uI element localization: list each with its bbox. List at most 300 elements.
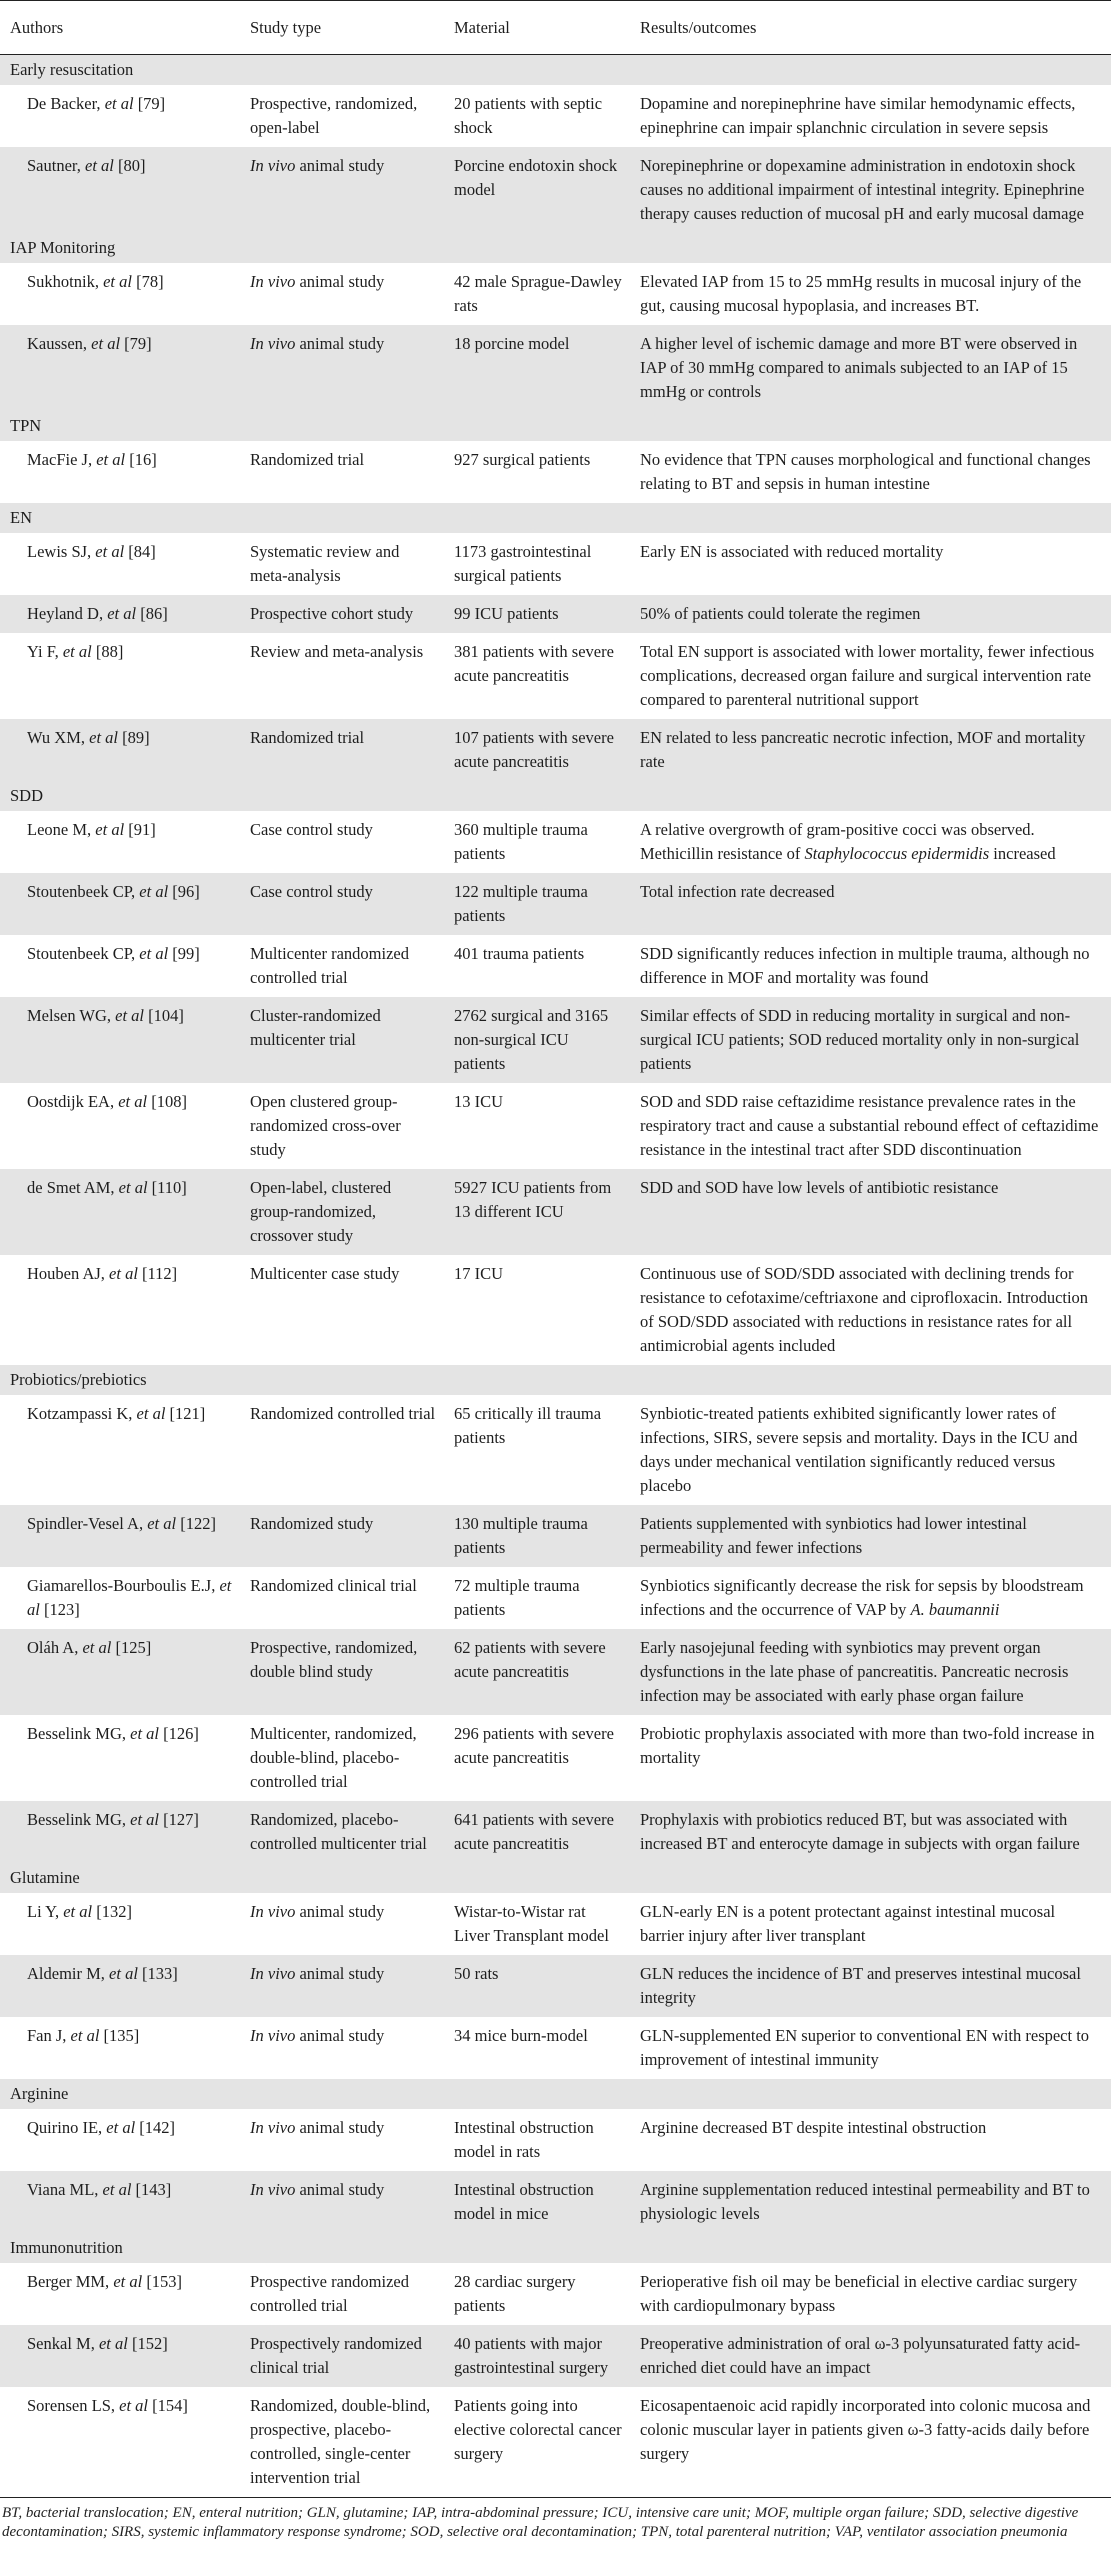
author-reference: [99] bbox=[168, 944, 200, 963]
cell-result bbox=[630, 997, 1111, 1083]
cell-study-type bbox=[240, 595, 444, 633]
result-text: GLN reduces the incidence of BT and preserves intestinal mucosal integrity bbox=[640, 1964, 1081, 2007]
study-type-text: animal study bbox=[295, 156, 385, 175]
cell-study-type bbox=[240, 997, 444, 1083]
author-name: Sorensen LS, bbox=[27, 2396, 120, 2415]
cell-study-type bbox=[240, 533, 444, 595]
table-row bbox=[0, 1169, 1111, 1255]
table-row bbox=[0, 441, 1111, 503]
table-row bbox=[0, 873, 1111, 935]
cell-author bbox=[0, 719, 240, 781]
cell-result bbox=[630, 633, 1111, 719]
cell-material: 360 multiple trauma patients bbox=[454, 820, 588, 863]
section-header-row bbox=[0, 233, 1111, 263]
author-et-al: et al bbox=[98, 2334, 128, 2353]
cell-author bbox=[0, 85, 240, 147]
cell-material: 401 trauma patients bbox=[454, 944, 585, 963]
section-header-row bbox=[0, 2233, 1111, 2263]
cell-material: 34 mice burn-model bbox=[454, 2026, 588, 2045]
cell-author bbox=[0, 1629, 240, 1715]
author-name: Sukhotnik, bbox=[27, 272, 104, 291]
cell-result bbox=[630, 1955, 1111, 2017]
cell-material: 5927 ICU patients from 13 different ICU bbox=[444, 1169, 630, 1255]
cell-material: 17 ICU bbox=[454, 1264, 504, 1283]
result-text: Norepinephrine or dopexamine administration in endotoxin shock causes no additional impairment of intestinal integrity. Epinephrine therapy causes reduction of mucosal pH and early mucosal damage bbox=[640, 156, 1085, 223]
result-text: SDD significantly reduces infection in multiple trauma, although no difference in MOF and mortality was found bbox=[640, 944, 1090, 987]
table-row bbox=[0, 2325, 1111, 2387]
author-reference: [108] bbox=[147, 1092, 187, 1111]
cell-result bbox=[630, 2263, 1111, 2325]
study-type-text: Case control study bbox=[250, 820, 373, 839]
cell-material: 50 rats bbox=[444, 1955, 630, 2017]
section-title: Immunonutrition bbox=[0, 2233, 1111, 2263]
author-name: Kaussen, bbox=[27, 334, 92, 353]
cell-material: 40 patients with major gastrointestinal surgery bbox=[444, 2325, 630, 2387]
study-type-text: Prospectively randomized clinical trial bbox=[250, 2334, 422, 2377]
cell-author bbox=[0, 997, 240, 1083]
cell-author bbox=[0, 147, 240, 233]
author-et-al: et al bbox=[27, 1576, 232, 1619]
study-type-text: Multicenter, randomized, double-blind, placebo-controlled trial bbox=[250, 1724, 417, 1791]
study-type-text: Randomized clinical trial bbox=[250, 1576, 417, 1595]
author-name: Melsen WG, bbox=[27, 1006, 116, 1025]
cell-author bbox=[0, 595, 240, 633]
table-header-row bbox=[0, 1, 1111, 55]
author-et-al: et al bbox=[147, 1514, 177, 1533]
result-text: Arginine supplementation reduced intestinal permeability and BT to physiologic levels bbox=[640, 2180, 1090, 2223]
author-et-al: et al bbox=[63, 1902, 93, 1921]
cell-study-type bbox=[240, 1083, 444, 1169]
cell-material: Intestinal obstruction model in mice bbox=[444, 2171, 630, 2233]
cell-material: 130 multiple trauma patients bbox=[444, 1505, 630, 1567]
table-row bbox=[0, 633, 1111, 719]
cell-study-type bbox=[240, 2325, 444, 2387]
cell-result bbox=[630, 1893, 1111, 1955]
author-name: Aldemir M, bbox=[27, 1964, 110, 1983]
study-type-text: Multicenter randomized controlled trial bbox=[250, 944, 409, 987]
cell-material: 122 multiple trauma patients bbox=[444, 873, 630, 935]
study-type-italic: In vivo bbox=[250, 156, 296, 175]
author-reference: [133] bbox=[137, 1964, 178, 1983]
author-reference: [86] bbox=[136, 604, 168, 623]
cell-result bbox=[630, 441, 1111, 503]
author-et-al: et al bbox=[91, 334, 121, 353]
cell-result bbox=[630, 1255, 1111, 1365]
cell-result bbox=[630, 873, 1111, 935]
cell-result bbox=[630, 1083, 1111, 1169]
study-type-text: Review and meta-analysis bbox=[250, 642, 424, 661]
section-header-row bbox=[0, 2079, 1111, 2109]
table-row bbox=[0, 1567, 1111, 1629]
author-et-al: et al bbox=[106, 2118, 136, 2137]
author-et-al: et al bbox=[130, 1810, 159, 1829]
cell-material: 296 patients with severe acute pancreatitis bbox=[454, 1724, 614, 1767]
author-reference: [126] bbox=[159, 1724, 199, 1743]
study-type-text: Systematic review and meta-analysis bbox=[250, 542, 400, 585]
study-type-text: Prospective randomized controlled trial bbox=[250, 2272, 409, 2315]
result-text: Eicosapentaenoic acid rapidly incorporated into colonic mucosa and colonic muscular layer in patients given ω-3 fatty-acids daily before surgery bbox=[640, 2396, 1091, 2463]
cell-author bbox=[0, 2109, 240, 2171]
table-row bbox=[0, 2387, 1111, 2498]
study-type-text: animal study bbox=[295, 2026, 385, 2045]
author-et-al: et al bbox=[118, 1092, 148, 1111]
cell-author bbox=[0, 1255, 240, 1365]
author-name: Sautner, bbox=[27, 156, 85, 175]
cell-author bbox=[0, 1801, 240, 1863]
cell-study-type bbox=[240, 1567, 444, 1629]
author-name: Lewis SJ, bbox=[27, 542, 96, 561]
table-row bbox=[0, 935, 1111, 997]
author-reference: [112] bbox=[137, 1264, 178, 1283]
cell-result bbox=[630, 1395, 1111, 1505]
author-reference: [142] bbox=[135, 2118, 176, 2137]
table-row bbox=[0, 1801, 1111, 1863]
table-row bbox=[0, 1629, 1111, 1715]
cell-result bbox=[630, 719, 1111, 781]
cell-author bbox=[0, 1169, 240, 1255]
result-text: No evidence that TPN causes morphological and functional changes relating to BT and sepsis in human intestine bbox=[640, 450, 1091, 493]
section-title: EN bbox=[0, 503, 1111, 533]
author-et-al: et al bbox=[119, 2396, 148, 2415]
section-title: Glutamine bbox=[0, 1863, 1111, 1893]
cell-result bbox=[630, 2017, 1111, 2079]
author-reference: [96] bbox=[168, 882, 200, 901]
author-reference: [91] bbox=[124, 820, 156, 839]
cell-result bbox=[630, 1567, 1111, 1629]
table-row bbox=[0, 1715, 1111, 1801]
author-et-al: et al bbox=[130, 1724, 159, 1743]
study-type-text: Randomized controlled trial bbox=[250, 1404, 436, 1423]
study-type-text: Randomized study bbox=[250, 1514, 374, 1533]
header-study-type: Study type bbox=[240, 1, 444, 55]
study-type-text: animal study bbox=[295, 2180, 385, 2199]
cell-material: 72 multiple trauma patients bbox=[454, 1576, 580, 1619]
section-header-row bbox=[0, 1863, 1111, 1893]
table-row bbox=[0, 1395, 1111, 1505]
author-name: de Smet AM, bbox=[27, 1178, 119, 1197]
cell-author bbox=[0, 1893, 240, 1955]
author-reference: [127] bbox=[159, 1810, 199, 1829]
result-text: Preoperative administration of oral ω-3 polyunsaturated fatty acid-enriched diet could have an impact bbox=[640, 2334, 1081, 2377]
cell-author bbox=[0, 811, 240, 873]
result-text: 50% of patients could tolerate the regimen bbox=[640, 604, 921, 623]
cell-result bbox=[630, 325, 1111, 411]
cell-study-type bbox=[240, 147, 444, 233]
result-italic: Staphylococcus epidermidis bbox=[804, 844, 990, 863]
author-name: Oláh A, bbox=[27, 1638, 83, 1657]
study-type-text: Randomized, double-blind, prospective, placebo-controlled, single-center intervention trial bbox=[250, 2396, 431, 2487]
result-text: Continuous use of SOD/SDD associated with declining trends for resistance to cefotaxime/ceftriaxone and ciprofloxacin. Introduction of SOD/SDD associated with reductions in resistance rates for all antimicrobial agents included bbox=[640, 1264, 1089, 1355]
author-reference: [80] bbox=[113, 156, 146, 175]
cell-study-type bbox=[240, 1893, 444, 1955]
study-type-text: animal study bbox=[295, 1902, 385, 1921]
author-et-al: et al bbox=[103, 272, 132, 291]
section-header-row bbox=[0, 55, 1111, 86]
table-row bbox=[0, 1893, 1111, 1955]
study-type-text: Prospective, randomized, open-label bbox=[250, 94, 418, 137]
author-et-al: et al bbox=[109, 1964, 138, 1983]
cell-author bbox=[0, 2263, 240, 2325]
cell-result bbox=[630, 2109, 1111, 2171]
cell-material: Wistar-to-Wistar rat Liver Transplant model bbox=[454, 1902, 609, 1945]
section-header-row bbox=[0, 503, 1111, 533]
author-reference: [104] bbox=[144, 1006, 184, 1025]
header-authors: Authors bbox=[0, 1, 240, 55]
cell-result bbox=[630, 1169, 1111, 1255]
cell-author bbox=[0, 2325, 240, 2387]
author-name: De Backer, bbox=[27, 94, 105, 113]
result-text: GLN-supplemented EN superior to conventional EN with respect to improvement of intestinal immunity bbox=[640, 2026, 1090, 2069]
study-type-italic: In vivo bbox=[250, 2180, 296, 2199]
table-row bbox=[0, 811, 1111, 873]
author-reference: [79] bbox=[133, 94, 166, 113]
author-name: Giamarellos-Bourboulis E.J, bbox=[27, 1576, 220, 1595]
cell-study-type bbox=[240, 1715, 444, 1801]
table-row bbox=[0, 533, 1111, 595]
result-text: GLN-early EN is a potent protectant against intestinal mucosal barrier injury after liver transplant bbox=[640, 1902, 1056, 1945]
cell-material: 99 ICU patients bbox=[444, 595, 630, 633]
table-row bbox=[0, 2109, 1111, 2171]
cell-study-type bbox=[240, 1169, 444, 1255]
study-type-italic: In vivo bbox=[250, 1902, 296, 1921]
author-et-al: et al bbox=[89, 728, 118, 747]
table-row bbox=[0, 997, 1111, 1083]
author-name: Viana ML, bbox=[27, 2180, 103, 2199]
study-type-text: Open clustered group-randomized cross-over study bbox=[250, 1092, 401, 1159]
study-type-text: Prospective cohort study bbox=[250, 604, 414, 623]
cell-material: 62 patients with severe acute pancreatitis bbox=[444, 1629, 630, 1715]
study-type-text: animal study bbox=[295, 272, 385, 291]
cell-study-type bbox=[240, 2171, 444, 2233]
study-type-text: Case control study bbox=[250, 882, 373, 901]
cell-author bbox=[0, 325, 240, 411]
cell-author bbox=[0, 1567, 240, 1629]
table-row bbox=[0, 147, 1111, 233]
cell-study-type bbox=[240, 2263, 444, 2325]
section-title: Probiotics/prebiotics bbox=[0, 1365, 1111, 1395]
cell-result bbox=[630, 147, 1111, 233]
result-text: SDD and SOD have low levels of antibiotic resistance bbox=[640, 1178, 999, 1197]
result-text: Perioperative fish oil may be beneficial in elective cardiac surgery with cardiopulmonary bypass bbox=[640, 2272, 1078, 2315]
cell-study-type bbox=[240, 263, 444, 325]
study-type-italic: In vivo bbox=[250, 334, 296, 353]
cell-study-type bbox=[240, 325, 444, 411]
study-type-text: Cluster-randomized multicenter trial bbox=[250, 1006, 381, 1049]
author-et-al: et al bbox=[95, 820, 125, 839]
author-name: Heyland D, bbox=[27, 604, 108, 623]
table-row bbox=[0, 325, 1111, 411]
author-name: Spindler-Vesel A, bbox=[27, 1514, 148, 1533]
study-type-italic: In vivo bbox=[250, 1964, 296, 1983]
author-et-al: et al bbox=[136, 1404, 166, 1423]
result-text: A relative overgrowth of gram-positive cocci was observed. Methicillin resistance of bbox=[640, 820, 1035, 863]
result-text: Prophylaxis with probiotics reduced BT, but was associated with increased BT and enterocyte damage in subjects with organ failure bbox=[640, 1810, 1080, 1853]
cell-result bbox=[630, 1629, 1111, 1715]
cell-material: 42 male Sprague-Dawley rats bbox=[454, 272, 622, 315]
author-name: Oostdijk EA, bbox=[27, 1092, 119, 1111]
cell-result bbox=[630, 935, 1111, 997]
table-row bbox=[0, 595, 1111, 633]
table-row bbox=[0, 1955, 1111, 2017]
table-footnote: BT, bacterial translocation; EN, enteral nutrition; GLN, glutamine; IAP, intra-abdominal pressure; ICU, intensive care unit; MOF, multiple organ failure; SDD, selective digestive decontamination; SIRS, systemic inflammatory response syndrome; SOD, selective oral decontamination; TPN, total parenteral nutrition; VAP, ventilator association pneumonia bbox=[2, 2505, 1079, 2540]
cell-material: 1173 gastrointestinal surgical patients bbox=[454, 542, 592, 585]
section-header-row bbox=[0, 781, 1111, 811]
cell-result bbox=[630, 811, 1111, 873]
cell-result bbox=[630, 2171, 1111, 2233]
result-text: Synbiotics significantly decrease the risk for sepsis by bloodstream infections and the occurrence of VAP by bbox=[640, 1576, 1084, 1619]
author-name: MacFie J, bbox=[27, 450, 97, 469]
result-text: Elevated IAP from 15 to 25 mmHg results in mucosal injury of the gut, causing mucosal hypoplasia, and increases BT. bbox=[640, 272, 1082, 315]
author-name: Fan J, bbox=[27, 2026, 71, 2045]
author-name: Li Y, bbox=[27, 1902, 64, 1921]
cell-material: 65 critically ill trauma patients bbox=[454, 1404, 602, 1447]
cell-author bbox=[0, 441, 240, 503]
author-name: Kotzampassi K, bbox=[27, 1404, 137, 1423]
study-type-text: Randomized trial bbox=[250, 450, 365, 469]
cell-study-type bbox=[240, 935, 444, 997]
cell-material: 13 ICU bbox=[454, 1092, 504, 1111]
section-header-row bbox=[0, 411, 1111, 441]
author-et-al: et al bbox=[115, 1006, 145, 1025]
cell-material: 107 patients with severe acute pancreatitis bbox=[444, 719, 630, 781]
cell-material: 2762 surgical and 3165 non-surgical ICU patients bbox=[444, 997, 630, 1083]
author-et-al: et al bbox=[102, 2180, 132, 2199]
author-et-al: et al bbox=[82, 1638, 112, 1657]
table-row bbox=[0, 1505, 1111, 1567]
cell-study-type bbox=[240, 1801, 444, 1863]
cell-author bbox=[0, 935, 240, 997]
author-et-al: et al bbox=[139, 882, 169, 901]
cell-material: Intestinal obstruction model in rats bbox=[454, 2118, 594, 2161]
cell-author bbox=[0, 2017, 240, 2079]
section-title: TPN bbox=[0, 411, 1111, 441]
author-name: Stoutenbeek CP, bbox=[27, 882, 140, 901]
author-et-al: et al bbox=[113, 2272, 143, 2291]
section-title: Arginine bbox=[0, 2079, 1111, 2109]
cell-study-type bbox=[240, 1629, 444, 1715]
cell-author bbox=[0, 1083, 240, 1169]
author-reference: [153] bbox=[142, 2272, 183, 2291]
study-type-italic: In vivo bbox=[250, 2118, 296, 2137]
table-body bbox=[0, 55, 1111, 2498]
study-type-text: Open-label, clustered group-randomized, crossover study bbox=[250, 1178, 392, 1245]
author-reference: [79] bbox=[120, 334, 152, 353]
result-text: Dopamine and norepinephrine have similar hemodynamic effects, epinephrine can impair splanchnic circulation in severe sepsis bbox=[640, 94, 1076, 137]
author-reference: [125] bbox=[111, 1638, 152, 1657]
table-row bbox=[0, 2017, 1111, 2079]
header-results: Results/outcomes bbox=[630, 1, 1111, 55]
cell-author bbox=[0, 533, 240, 595]
study-type-text: Randomized trial bbox=[250, 728, 365, 747]
cell-study-type bbox=[240, 1395, 444, 1505]
author-reference: [84] bbox=[124, 542, 156, 561]
author-reference: [78] bbox=[131, 272, 164, 291]
author-name: Besselink MG, bbox=[27, 1724, 131, 1743]
cell-material: 641 patients with severe acute pancreatitis bbox=[444, 1801, 630, 1863]
cell-study-type bbox=[240, 719, 444, 781]
cell-study-type bbox=[240, 85, 444, 147]
table-row bbox=[0, 719, 1111, 781]
author-reference: [154] bbox=[148, 2396, 188, 2415]
author-name: Senkal M, bbox=[27, 2334, 99, 2353]
cell-material: 927 surgical patients bbox=[454, 450, 591, 469]
author-reference: [16] bbox=[125, 450, 157, 469]
author-et-al: et al bbox=[109, 1264, 138, 1283]
cell-result bbox=[630, 1715, 1111, 1801]
table-row bbox=[0, 1255, 1111, 1365]
author-reference: [143] bbox=[131, 2180, 172, 2199]
cell-study-type bbox=[240, 1955, 444, 2017]
study-type-text: Multicenter case study bbox=[250, 1264, 400, 1283]
cell-study-type bbox=[240, 441, 444, 503]
result-text: A higher level of ischemic damage and more BT were observed in IAP of 30 mmHg compared to animals subjected to an IAP of 15 mmHg or controls bbox=[640, 334, 1078, 401]
table-row bbox=[0, 1083, 1111, 1169]
author-name: Quirino IE, bbox=[27, 2118, 107, 2137]
cell-study-type bbox=[240, 811, 444, 873]
section-header-row bbox=[0, 1365, 1111, 1395]
author-name: Stoutenbeek CP, bbox=[27, 944, 140, 963]
section-title: Early resuscitation bbox=[0, 55, 1111, 86]
cell-author bbox=[0, 873, 240, 935]
cell-result bbox=[630, 2325, 1111, 2387]
study-type-italic: In vivo bbox=[250, 272, 296, 291]
cell-study-type bbox=[240, 2387, 444, 2498]
cell-result bbox=[630, 533, 1111, 595]
author-name: Yi F, bbox=[27, 642, 63, 661]
author-et-al: et al bbox=[139, 944, 169, 963]
author-reference: [135] bbox=[99, 2026, 140, 2045]
header-material: Material bbox=[444, 1, 630, 55]
author-reference: [122] bbox=[176, 1514, 216, 1533]
study-type-text: Prospective, randomized, double blind study bbox=[250, 1638, 418, 1681]
cell-result bbox=[630, 1505, 1111, 1567]
result-tail: increased bbox=[989, 844, 1056, 863]
cell-material: 20 patients with septic shock bbox=[454, 94, 603, 137]
cell-material: 28 cardiac surgery patients bbox=[454, 2272, 576, 2315]
table-row bbox=[0, 263, 1111, 325]
cell-author bbox=[0, 1955, 240, 2017]
cell-result bbox=[630, 85, 1111, 147]
author-reference: [110] bbox=[147, 1178, 187, 1197]
cell-result bbox=[630, 595, 1111, 633]
result-text: Synbiotic-treated patients exhibited significantly lower rates of infections, SIRS, severe sepsis and mortality. Days in the ICU and days under mechanical ventilation significantly reduced versus placebo bbox=[640, 1404, 1078, 1495]
author-reference: [123] bbox=[39, 1600, 80, 1619]
cell-material: Patients going into elective colorectal cancer surgery bbox=[444, 2387, 630, 2498]
author-name: Wu XM, bbox=[27, 728, 90, 747]
cell-study-type bbox=[240, 1505, 444, 1567]
table-row bbox=[0, 2263, 1111, 2325]
author-et-al: et al bbox=[62, 642, 92, 661]
author-name: Besselink MG, bbox=[27, 1810, 131, 1829]
cell-author bbox=[0, 263, 240, 325]
section-title: SDD bbox=[0, 781, 1111, 811]
result-text: Arginine decreased BT despite intestinal obstruction bbox=[640, 2118, 987, 2137]
cell-author bbox=[0, 1395, 240, 1505]
cell-material: 381 patients with severe acute pancreatitis bbox=[454, 642, 614, 685]
cell-author bbox=[0, 2387, 240, 2498]
cell-material: 18 porcine model bbox=[444, 325, 630, 411]
study-type-text: Randomized, placebo-controlled multicenter trial bbox=[250, 1810, 427, 1853]
author-et-al: et al bbox=[118, 1178, 148, 1197]
result-text: Total EN support is associated with lower mortality, fewer infectious complications, decreased organ failure and surgical intervention rate compared to parenteral nutritional support bbox=[640, 642, 1095, 709]
cell-study-type bbox=[240, 1255, 444, 1365]
result-text: Early EN is associated with reduced mortality bbox=[640, 542, 944, 561]
result-italic: A. baumannii bbox=[910, 1600, 1000, 1619]
result-text: Early nasojejunal feeding with synbiotics may prevent organ dysfunctions in the late phase of pancreatitis. Pancreatic necrosis infection may be associated with early phase organ failure bbox=[640, 1638, 1069, 1705]
cell-study-type bbox=[240, 873, 444, 935]
cell-author bbox=[0, 2171, 240, 2233]
cell-result bbox=[630, 263, 1111, 325]
